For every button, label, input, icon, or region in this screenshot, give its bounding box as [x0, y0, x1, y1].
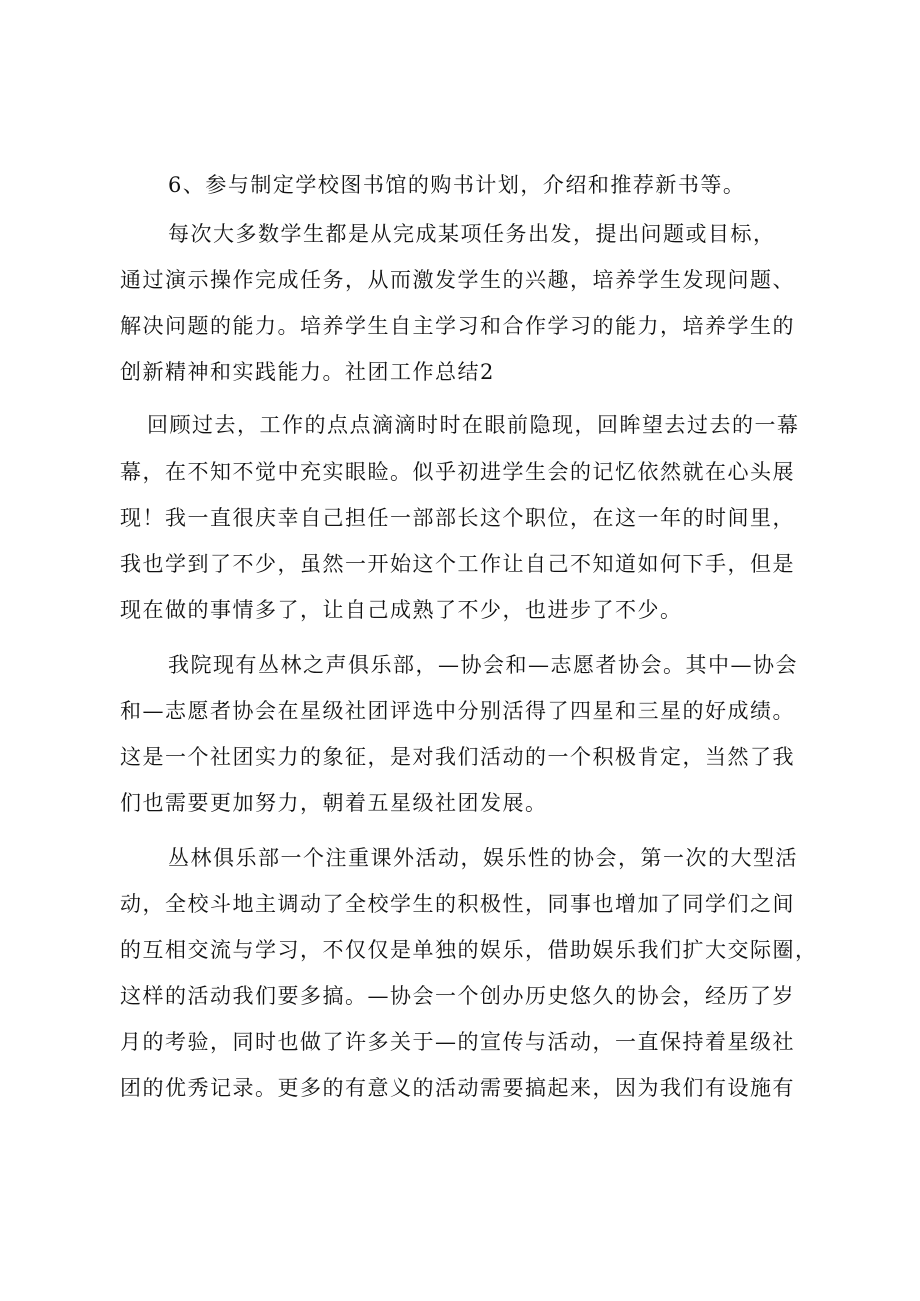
- text-line: 动，全校斗地主调动了全校学生的积极性，同事也增加了同学们之间: [120, 892, 795, 916]
- text-line: 6、参与制定学校图书馆的购书计划，介绍和推荐新书等。: [168, 173, 746, 197]
- text-line: 丛林俱乐部一个注重课外活动，娱乐性的协会，第一次的大型活: [168, 846, 798, 870]
- text-line: 创新精神和实践能力。社团工作总结2: [120, 360, 495, 384]
- text-line: 月的考验，同时也做了许多关于—的宣传与活动，一直保持着星级社: [120, 1030, 795, 1054]
- text-line: 我院现有丛林之声俱乐部，—协会和—志愿者协会。其中—协会: [168, 653, 798, 677]
- text-line: 现！我一直很庆幸自己担任一部部长这个职位，在这一年的时间里，: [120, 506, 795, 530]
- text-line: 现在做的事情多了，让自己成熟了不少，也进步了不少。: [120, 598, 683, 622]
- text-line: 回顾过去，工作的点点滴滴时时在眼前隐现，回眸望去过去的一幕: [147, 413, 800, 437]
- text-line: 和—志愿者协会在星级社团评选中分别活得了四星和三星的好成绩。: [120, 699, 795, 723]
- text-line: 每次大多数学生都是从完成某项任务出发，提出问题或目标，: [168, 222, 776, 246]
- text-line: 我也学到了不少，虽然一开始这个工作让自己不知道如何下手，但是: [120, 552, 795, 576]
- text-line: 这是一个社团实力的象征，是对我们活动的一个积极肯定，当然了我: [120, 745, 795, 769]
- text-line: 这样的活动我们要多搞。—协会一个创办历史悠久的协会，经历了岁: [120, 984, 795, 1008]
- text-line: 通过演示操作完成任务，从而激发学生的兴趣，培养学生发现问题、: [120, 268, 795, 292]
- text-line: 幕，在不知不觉中充实眼睑。似乎初进学生会的记忆依然就在心头展: [120, 460, 795, 484]
- text-line: 们也需要更加努力，朝着五星级社团发展。: [120, 791, 548, 815]
- text-line: 解决问题的能力。培养学生自主学习和合作学习的能力，培养学生的: [120, 314, 795, 338]
- text-line: 团的优秀记录。更多的有意义的活动需要搞起来，因为我们有设施有: [120, 1076, 795, 1100]
- text-line: 的互相交流与学习，不仅仅是单独的娱乐，借助娱乐我们扩大交际圈，: [120, 938, 818, 962]
